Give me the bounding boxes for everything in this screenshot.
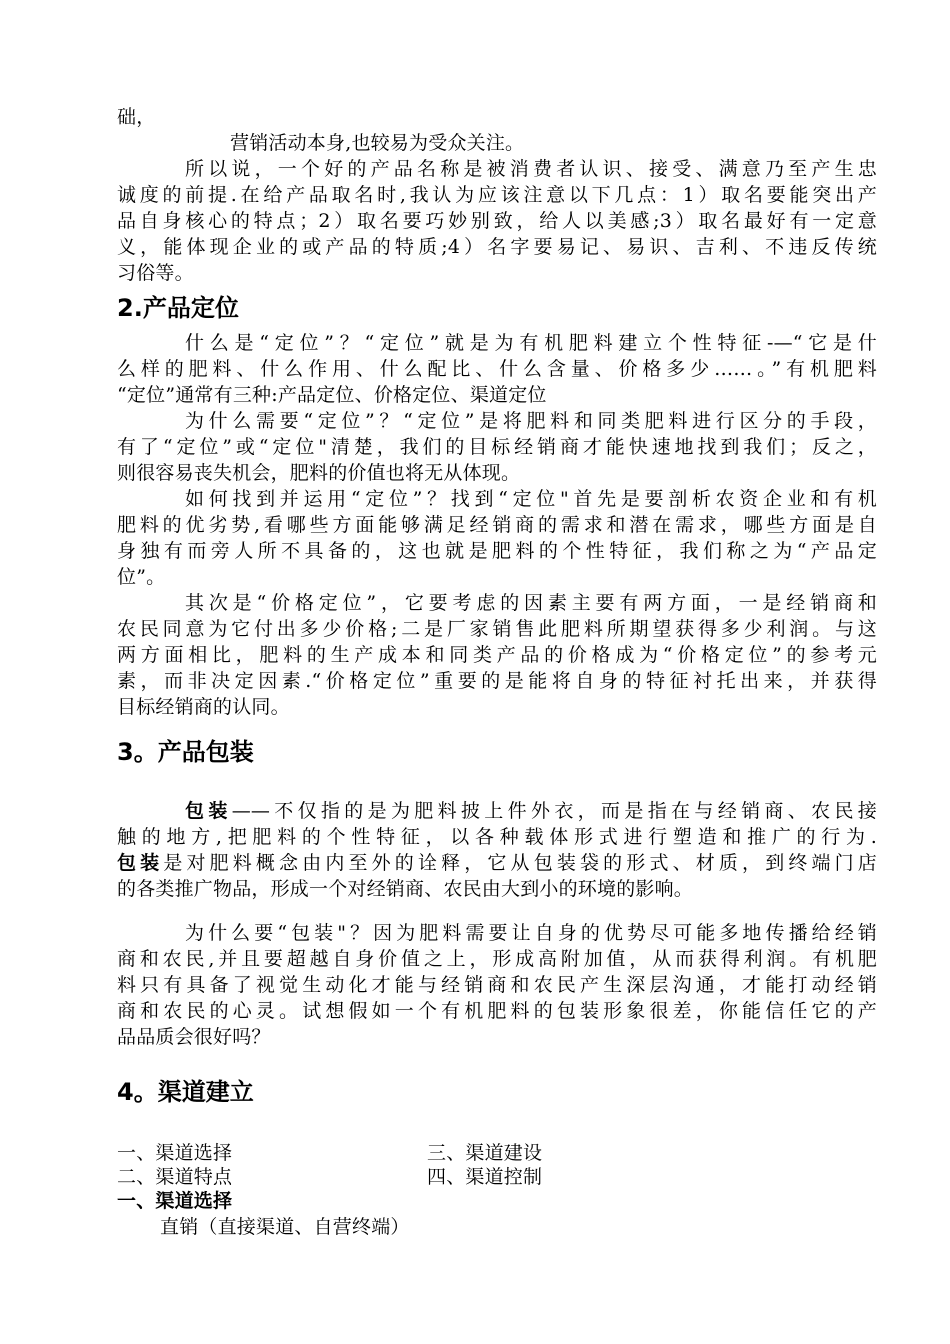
paragraph-line: “定位”通常有三种:产品定位、价格定位、渠道定位 [117, 384, 547, 406]
paragraph-line: 为什么要“包装"？因为肥料需要让自身的优势尽可能多地传播给经销 [185, 922, 877, 944]
paragraph-line: 的各类推广物品，形成一个对经销商、农民由大到小的环境的影响。 [117, 878, 694, 900]
paragraph-line [185, 798, 877, 824]
paragraph-line: 身独有而旁人所不具备的，这也就是肥料的个性特征，我们称之为“产品定 [117, 540, 877, 562]
paragraph-line: 如何找到并运用“定位”？找到“定位"首先是要剖析农资企业和有机 [185, 488, 877, 510]
text-line: 础， [117, 106, 156, 128]
sub-heading: 一、渠道选择 [117, 1190, 233, 1212]
paragraph-line: 品品质会很好吗？ [117, 1026, 271, 1048]
paragraph-line: 位”。 [117, 566, 166, 588]
list-item: 一、渠道选择 [117, 1142, 233, 1164]
paragraph-line: 肥料的优劣势,看哪些方面能够满足经销商的需求和潜在需求，哪些方面是自 [117, 514, 877, 536]
paragraph-line: 触的地方,把肥料的个性特征，以各种载体形式进行塑造和推广的行为. [117, 826, 877, 848]
text-line: 营销活动本身,也较易为受众关注。 [230, 132, 525, 154]
paragraph-line: 么样的肥料、什么作用、什么配比、什么含量、价格多少……。”有机肥料 [117, 358, 877, 380]
paragraph-line: 诚度的前提.在给产品取名时,我认为应该注意以下几点：1）取名要能突出产 [117, 184, 877, 206]
paragraph-line: 商和农民的心灵。试想假如一个有机肥料的包装形象很差，你能信任它的产 [117, 1000, 877, 1022]
section-heading: 3。产品包装 [117, 738, 254, 766]
paragraph-line: 农民同意为它付出多少价格;二是厂家销售此肥料所期望获得多少利润。与这 [117, 618, 877, 640]
list-row [117, 1140, 877, 1166]
paragraph-line: 其次是“价格定位”，它要考虑的因素主要有两方面，一是经销商和 [185, 592, 877, 614]
paragraph-line: 则很容易丧失机会，肥料的价值也将无从体现。 [117, 462, 521, 484]
paragraph-line: 所以说，一个好的产品名称是被消费者认识、接受、满意乃至产生忠 [185, 158, 877, 180]
paragraph-line: 义，能体现企业的或产品的特质;4）名字要易记、易识、吉利、不违反传统 [117, 236, 877, 258]
paragraph-text: 是对肥料概念由内至外的诠释，它从包装袋的形式、材质，到终端门店 [163, 852, 878, 874]
bold-term: 包装 [117, 852, 164, 874]
list-item: 二、渠道特点 [117, 1166, 233, 1188]
paragraph-line: 两方面相比，肥料的生产成本和同类产品的价格成为“价格定位”的参考元 [117, 644, 877, 666]
paragraph-line: 习俗等。 [117, 262, 194, 284]
paragraph-line [117, 850, 877, 876]
paragraph-line: 有了“定位”或“定位"清楚，我们的目标经销商才能快速地找到我们；反之， [117, 436, 877, 458]
paragraph-line: 商和农民,并且要超越自身价值之上，形成高附加值，从而获得利润。有机肥 [117, 948, 877, 970]
bold-term: 包装 [185, 800, 232, 822]
paragraph-line: 为什么需要“定位”？“定位”是将肥料和同类肥料进行区分的手段， [185, 410, 877, 432]
list-item: 四、渠道控制 [427, 1166, 543, 1188]
paragraph-line: 料只有具备了视觉生动化才能与经销商和农民产生深层沟通，才能打动经销 [117, 974, 877, 996]
list-item: 三、渠道建设 [427, 1142, 543, 1164]
paragraph-line: 什么是“定位”？“定位”就是为有机肥料建立个性特征-—“它是什 [185, 332, 877, 354]
section-heading: 4。渠道建立 [117, 1078, 254, 1106]
paragraph-text: ——不仅指的是为肥料披上件外衣，而是指在与经销商、农民接 [231, 800, 877, 822]
section-heading: 2.产品定位 [117, 294, 239, 322]
paragraph-line: 品自身核心的特点；2）取名要巧妙别致，给人以美感;3）取名最好有一定意 [117, 210, 877, 232]
paragraph-line: 素，而非决定因素.“价格定位”重要的是能将自身的特征衬托出来，并获得 [117, 670, 877, 692]
paragraph-line: 目标经销商的认同。 [117, 696, 290, 718]
list-row [117, 1164, 877, 1190]
sub-item: 直销（直接渠道、自营终端） [160, 1216, 410, 1238]
